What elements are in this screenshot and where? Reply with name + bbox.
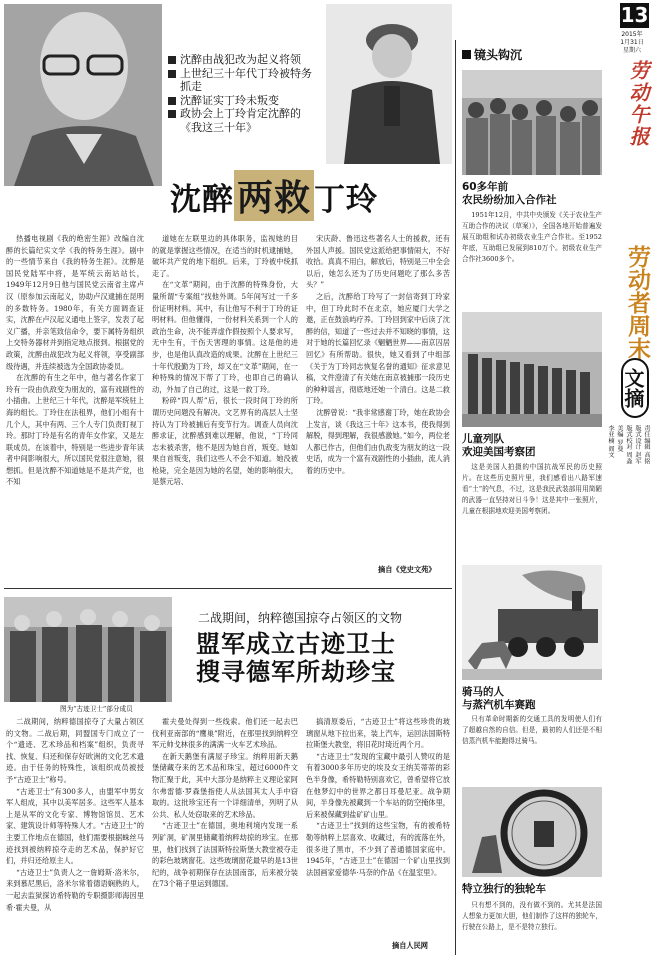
article2-kicker: 二战期间，纳粹德国掠夺占领区的文物 — [198, 611, 403, 625]
mirror-item2-text: 这是美国人拍摄的中国抗战军民的历史照片。在这些历史照片里，我们感看出八路军速看“土”的气息，不过，这是我民武装部用用简陋的武器一直坚持对日斗争！这是其中一张照片，儿童在根据地欢迎美国考察团。 — [462, 463, 602, 515]
section-title: 劳动者周末 — [624, 245, 650, 360]
shen-zui-portrait-photo — [4, 4, 162, 186]
page-number: 13 — [620, 3, 649, 27]
mirror-item4-text: 只有想不到的，没有做不到的。尤其是法国人想象力更加大胆，他们制作了这样的独轮车，行驶在公路上，是不是特立独行。 — [462, 901, 602, 931]
mirror-section-head: 镜头钩沉 — [462, 46, 522, 63]
article2-headline: 盟军成立古迹卫士 搜寻德军所劫珍宝 — [196, 630, 396, 686]
section-tag: 文摘 — [621, 358, 649, 418]
article2-column-1: 二战期间，纳粹德国掠夺了大量占领区的文物。二战后期，同盟国专门成立了一个“遗迹、艺术珍品和档案”组织，负责寻找、恢复、归还和保存好欧洲的文化艺术遗迹。由于任务的特殊性，该组织成员被授予“古迹卫士”称号。 “古迹卫士”有300多人，由盟军中男女军人组成，其中以美军居多。这些军人基本上是从军的文化专家、博物馆馆员、艺术家、建筑设计师等特殊人才。“古迹卫士”的主要工作地点在德国，他们需要根据蛛丝马迹找到被纳粹掠夺走的艺术品，保护好它们，并归还给原主人。 “古迹卫士”负责人之一詹姆斯·洛米尔，来到慕尼黑后，洛米尔常着德语娴熟的人，一起去监狱探访希特勒的专职摄影师海因里希·霍夫曼，从 — [6, 717, 144, 912]
article1-highlights: 沈醉由战犯改为起义将领 上世纪三十年代丁玲被特务抓走 沈醉证实丁玲未叛变 政协会上丁玲肯定沈醉的《我这三十年》 — [168, 53, 318, 135]
article2-source: 摘自人民网 — [392, 941, 428, 950]
mirror-item3-title: 骑马的人 与蒸汽机车赛跑 — [462, 686, 536, 711]
mirror-item4-title: 特立独行的独轮车 — [462, 883, 546, 895]
article1-column-3: 宋庆龄、鲁迅这些著名人士的援救，还有外国人声援。国民党这派给把事情闹大，不好收拾。真真不用白，解放后，特别是三中全会以后，她怎么还为了历史问题吃了那么多苦头？” 之后，沈醉给丁玲写了一封信寄到丁玲家中，但丁玲此时不在北京，她应厦门大学之邀，正在鼓浪屿疗养。丁玲回到家中后读了沈醉的信，知道了一些过去并不知晓的事情，这对于她的长篇回忆录《魍魉世界——南京囚居回忆》有所帮助。很快，她又看到了中组部《关于为丁玲同志恢复名誉的通知》征求意见稿，文件澄清了有关她在南京被捕那一段历史的种种谣言，彻底地还她一个清白。这是二救丁玲。 沈醉曾说：“我非常感谢丁玲，她在政协会上发言，谈《我这三十年》这本书，使我得到解脱，得到理解，我很感激她。”如今，两位老人都已作古，但他们由仇敌变为朋友的这一段史话，成为一个富有戏剧性的小插曲，流人消着的历史中。 — [306, 234, 450, 475]
newspaper-logo: 劳动午报 — [626, 60, 650, 148]
article1-headline: 沈醉两救丁玲 — [170, 170, 378, 221]
monuments-men-photo-caption: 图为“古迹卫士”部分成员 — [60, 705, 133, 713]
square-bullet-icon — [462, 50, 471, 59]
children-lineup-photo — [462, 312, 602, 427]
horse-vs-train-photo — [462, 565, 602, 680]
article2-column-3: 搞清原委后，“古迹卫士”将这些珍贵的玻璃窗从地下拉出来，装上汽车，运回法国斯特拉斯堡大教堂，将旧花时琦近两个月。 “古迹卫士”发现的宝藏中最引人赞叹的是有着3000多年历史的埃及女王纳芙蒂蒂的彩色半身像，希特勒特别喜欢它，曾希望将它放在他梦幻中的世界之都日耳曼尼亚。战争期间，半身像先被藏到一个车站的防空掩体里，后来被保藏到盐矿矿山里。 “古迹卫士”找到的这些宝物，有的被希特勒等纳粹上层喜欢、收藏过，有的流落在外，很多进了黑市，不少到了普通德国家庭中。1945年，“古迹卫士”在德国一个矿山里找到法国画家爱德华·马奈的作品《在温室里》。 — [306, 717, 450, 877]
monowheel-photo — [462, 787, 602, 877]
issue-date: 2015年 1月31日 星期六 — [620, 31, 644, 54]
mirror-item1-text: 1951年12月，中共中央颁发《关于农业生产互助合作的决议（草案）》，全国各地开始普遍发展互助组和试办初级农业生产合作社。至1952年底，互助组已发展到810万个。初级农业生产合作社3600多个。 — [462, 211, 602, 263]
cooperative-crowd-photo — [462, 70, 602, 175]
mirror-item1-title: 60多年前 农民纷纷加入合作社 — [462, 181, 557, 206]
article2-column-2: 霍夫曼处得到一些线索。他们还一起去巴伐利亚南部的“鹰巢”附近，在那里找到纳粹空军元帅戈林很多的满满一火车艺术珍品。 在新天鹅堡有满屋子珍宝。纳粹用新天鹅堡储藏夺来的艺术品和珠宝，超过6000件文物汇聚于此，其中大部分是纳粹主义理论家阿尔弗雷德·罗森堡指使人从法国其太人手中窃取的。这批珍宝还有一个详细清单，列明了从公共、私人处窃取来的艺术珍品。 “古迹卫士”在德国，奥地利境内发现一系列矿洞，矿洞里储藏着纳粹劫掠的珍宝。在那里，他们找到了法国斯特拉斯堡大教堂被夺走的彩色玻璃窗花。这些玻璃窗花最早的是13世纪的，战争初期保存在法国南部，后来被分装在73个箱子里运到德国。 — [152, 717, 298, 889]
vertical-divider — [455, 40, 456, 955]
editors-credits: 责任编辑 高铭 版式设计 赵军 版式校对 周淼 美编 罗曼 李亚楠 阎文 — [607, 425, 650, 465]
mirror-item2-title: 儿童列队 欢迎美国考察团 — [462, 433, 536, 458]
mirror-item3-text: 只有革命时期新的交通工具的发明使人们有了超越自然的自信。但是，最初的人们还是不相信蒸汽机车能跑得过骑马。 — [462, 715, 602, 745]
ding-ling-uniform-photo — [326, 4, 452, 164]
article1-column-2: 道她在左联里边的具体职务，监视她的目的就是掌握这些情况，在适当的时机逮捕她，破坏共产党的地下组织。后来，丁玲被中统抓走了。 在“文革”期间，由于沈醉的特殊身份，大量所谓“专案组”找他外调。5年间写过一千多份证明材料。其中，有让他写不利于丁玲的证明材料。但他懂得，一份材料关系到一个人的政治生命，决不能弄虚作假按照个人要求写，无中生有，干伤天害理的事情。这是他的进步，也是他认真改造的成果。沈醉在上世纪三十年代殷勤为丁玲，却又在“文革”期间，在一种特殊的情况下帮了丁玲，也即自己的确认动，外加了自己的过，这是一救丁玲。 粉碎“四人帮”后，很长一段时间丁玲的所谓历史问题没有解决。文艺界有的高层人士坚持认为丁玲被捕后有变节行为。调查人员向沈醉求证，沈醉感到难以理解，他说，“丁玲同志未被杀害，他不是因为她自首，叛变。她如果自首叛变，我们这些人不会不知道。她没被枪毙，完全是因为她的名望，她的影响很大，是蔡元培、 — [152, 234, 298, 487]
article1-column-1: 热播电视剧《我的绝密生涯》改编自沈醉的长篇纪实文学《我的特务生涯》。剧中的一些情节来自《我的特务生涯》。沈醉是国民党陆军中将，是军统云南站站长，1949年12月9日他与国民党云南省主席卢汉（原参加云南起义，协助卢汉逮捕在昆明的多数特务。1980年，有关方面调查证实，沈醉在卢汉起义通电上签字，发表了起义广播，并亲笔致信命令，要下属特务组织上交特务器材并到指定地点报到。根据党的政策，沈醉由战犯改为起义将领，享受副部级待遇，并连续被选为全国政协委员。 在沈醉的有生之年中，他与著名作家丁玲有一段由仇敌变为朋友的，富有戏剧性的小插曲。上世纪三十年代，沈醉是军统驻上海的组长。丁玲住在法租界，他们小组有十几个人，其中有两、三个人专门负责盯视丁玲。那时丁玲是有名的青年女作家，又是左联成员。在该着中，特别是一些进步青年读者中间影响很大，所以国民党很注意她，很想抓。但是沈醉不知道她是不是共产党，也不知 — [6, 234, 144, 487]
monuments-men-photo — [4, 597, 172, 702]
horizontal-divider — [4, 588, 452, 589]
article1-source: 摘自《党史文苑》 — [378, 565, 436, 574]
